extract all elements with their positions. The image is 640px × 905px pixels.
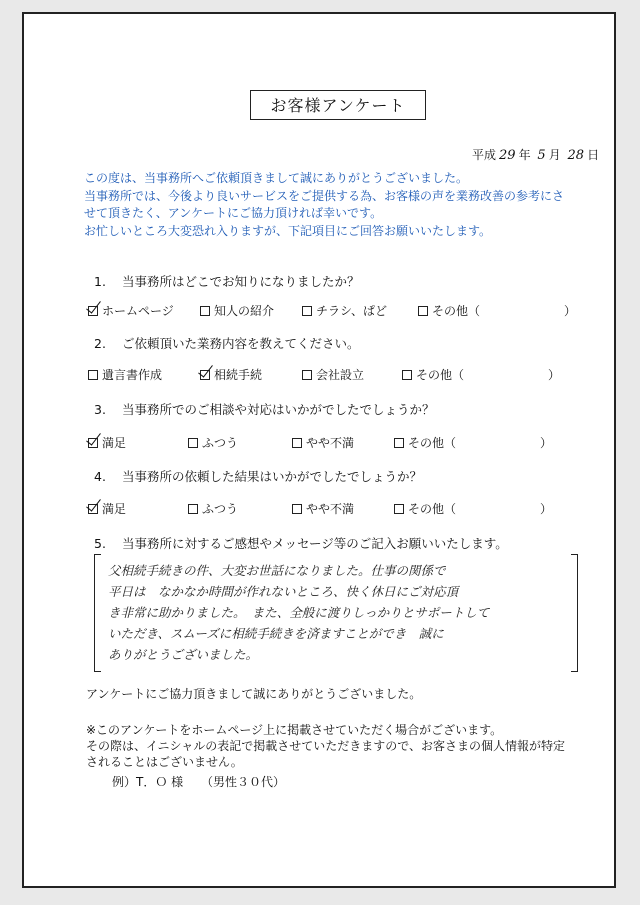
checkbox[interactable]	[88, 370, 98, 380]
option-label: やや不満	[306, 436, 355, 450]
option-referral[interactable]	[200, 302, 274, 319]
notice-line: その際は、イニシャルの表記で掲載させていただきますので、お客さまの個人情報が特定	[86, 739, 566, 753]
option-label: 満足	[102, 436, 127, 450]
question-text: 当事務所はどこでお知りになりましたか？	[122, 274, 360, 289]
option-satisfied[interactable]	[88, 500, 126, 517]
checkbox[interactable]	[418, 306, 428, 316]
checkbox[interactable]	[302, 306, 312, 316]
question-2	[94, 334, 360, 352]
option-label: その他（ ）	[416, 368, 561, 382]
checkbox[interactable]	[302, 370, 312, 380]
date-day: 28	[567, 148, 585, 163]
respondent-example	[112, 774, 285, 790]
option-label: ふつう	[202, 436, 239, 450]
bracket-right	[571, 554, 578, 672]
option-satisfied[interactable]	[88, 434, 126, 451]
checkbox[interactable]	[394, 438, 404, 448]
question-text: ご依頼頂いた業務内容を教えてください。	[122, 336, 360, 351]
date-month: 5	[537, 148, 546, 163]
option-other[interactable]	[402, 366, 560, 383]
checkbox-checked[interactable]	[88, 306, 98, 316]
comment-line: 父相続手続きの件、大変お世話になりました。仕事の関係で	[108, 563, 446, 578]
checkbox[interactable]	[402, 370, 412, 380]
option-will[interactable]	[88, 366, 162, 383]
checkbox-checked[interactable]	[88, 504, 98, 514]
comment-line: 平日は なかなか時間が作れないところ、快く休日にご対応頂	[108, 584, 459, 599]
option-label: チラシ、ぱど	[316, 304, 388, 318]
option-label: 遺言書作成	[102, 368, 163, 382]
notice-line: ※このアンケートをホームページ上に掲載させていただく場合がございます。	[86, 723, 503, 737]
option-label: その他（ ）	[408, 436, 553, 450]
checkbox[interactable]	[292, 438, 302, 448]
notice-text	[86, 722, 565, 770]
checkbox[interactable]	[394, 504, 404, 514]
example-name: T．Ｏ 様	[136, 775, 184, 789]
option-label: ホームページ	[102, 304, 174, 318]
comment-line: き非常に助かりました。 また、全般に渡りしっかりとサポートして	[108, 605, 490, 620]
thanks-text: アンケートにご協力頂きまして誠にありがとうございました。	[86, 687, 422, 701]
option-label: 会社設立	[316, 368, 365, 382]
intro-line: お忙しいところ大変恐れ入りますが、下記項目にご回答お願いいたします。	[84, 223, 492, 238]
option-other[interactable]	[394, 500, 552, 517]
option-label: その他（ ）	[432, 304, 577, 318]
checkbox[interactable]	[292, 504, 302, 514]
date-day-unit: 日	[587, 148, 600, 162]
question-5	[94, 534, 508, 552]
question-number: 3.	[94, 402, 106, 417]
option-label: やや不満	[306, 502, 355, 516]
date-month-unit: 月	[548, 148, 561, 162]
option-label: ふつう	[202, 502, 239, 516]
question-number: 2.	[94, 336, 106, 351]
question-number: 5.	[94, 536, 106, 551]
question-4	[94, 467, 422, 485]
date-year: 29	[499, 148, 516, 163]
option-company[interactable]	[302, 366, 364, 383]
comment-line: いただき、スムーズに相続手続きを済ますことができ 誠に	[108, 626, 444, 641]
comment-area[interactable]	[94, 554, 578, 672]
checkbox-checked[interactable]	[88, 438, 98, 448]
intro-text	[84, 170, 614, 240]
question-text: 当事務所に対するご感想やメッセージ等のご記入お願いいたします。	[122, 536, 508, 551]
checkbox[interactable]	[200, 306, 210, 316]
survey-date	[472, 146, 599, 163]
bracket-left	[94, 554, 101, 672]
option-label: 相続手続	[214, 368, 263, 382]
question-number: 4.	[94, 469, 106, 484]
option-other[interactable]	[394, 434, 552, 451]
handwritten-comment	[108, 560, 568, 665]
survey-sheet	[22, 12, 616, 888]
option-other[interactable]	[418, 302, 576, 319]
example-detail: （男性３０代）	[201, 775, 286, 789]
option-normal[interactable]	[188, 434, 238, 451]
example-prefix: 例）	[112, 775, 137, 789]
question-text: 当事務所でのご相談や対応はいかがでしたでしょうか？	[122, 402, 435, 417]
checkbox[interactable]	[188, 438, 198, 448]
option-normal[interactable]	[188, 500, 238, 517]
option-label: 満足	[102, 502, 127, 516]
option-inheritance[interactable]	[200, 366, 262, 383]
date-era: 平成	[472, 148, 497, 162]
option-label: 知人の紹介	[214, 304, 275, 318]
question-3	[94, 400, 435, 418]
question-1	[94, 272, 360, 290]
page-title: お客様アンケート	[250, 90, 426, 120]
checkbox-checked[interactable]	[200, 370, 210, 380]
intro-line: 当事務所では、今後より良いサービスをご提供する為、お客様の声を業務改善の参考にさ	[84, 188, 565, 203]
checkbox[interactable]	[188, 504, 198, 514]
option-label: その他（ ）	[408, 502, 553, 516]
comment-line: ありがとうございました。	[108, 647, 259, 662]
option-homepage[interactable]	[88, 302, 174, 319]
question-number: 1.	[94, 274, 106, 289]
date-year-unit: 年	[518, 148, 531, 162]
question-text: 当事務所の依頼した結果はいかがでしたでしょうか？	[122, 469, 423, 484]
option-flyer[interactable]	[302, 302, 387, 319]
intro-line: せて頂きたく、アンケートにご協力頂ければ幸いです。	[84, 206, 383, 220]
notice-line: されることはございません。	[86, 755, 243, 769]
option-dissatisfied[interactable]	[292, 500, 354, 517]
option-dissatisfied[interactable]	[292, 434, 354, 451]
intro-line: この度は、当事務所へご依頼頂きまして誠にありがとうございました。	[84, 171, 469, 185]
